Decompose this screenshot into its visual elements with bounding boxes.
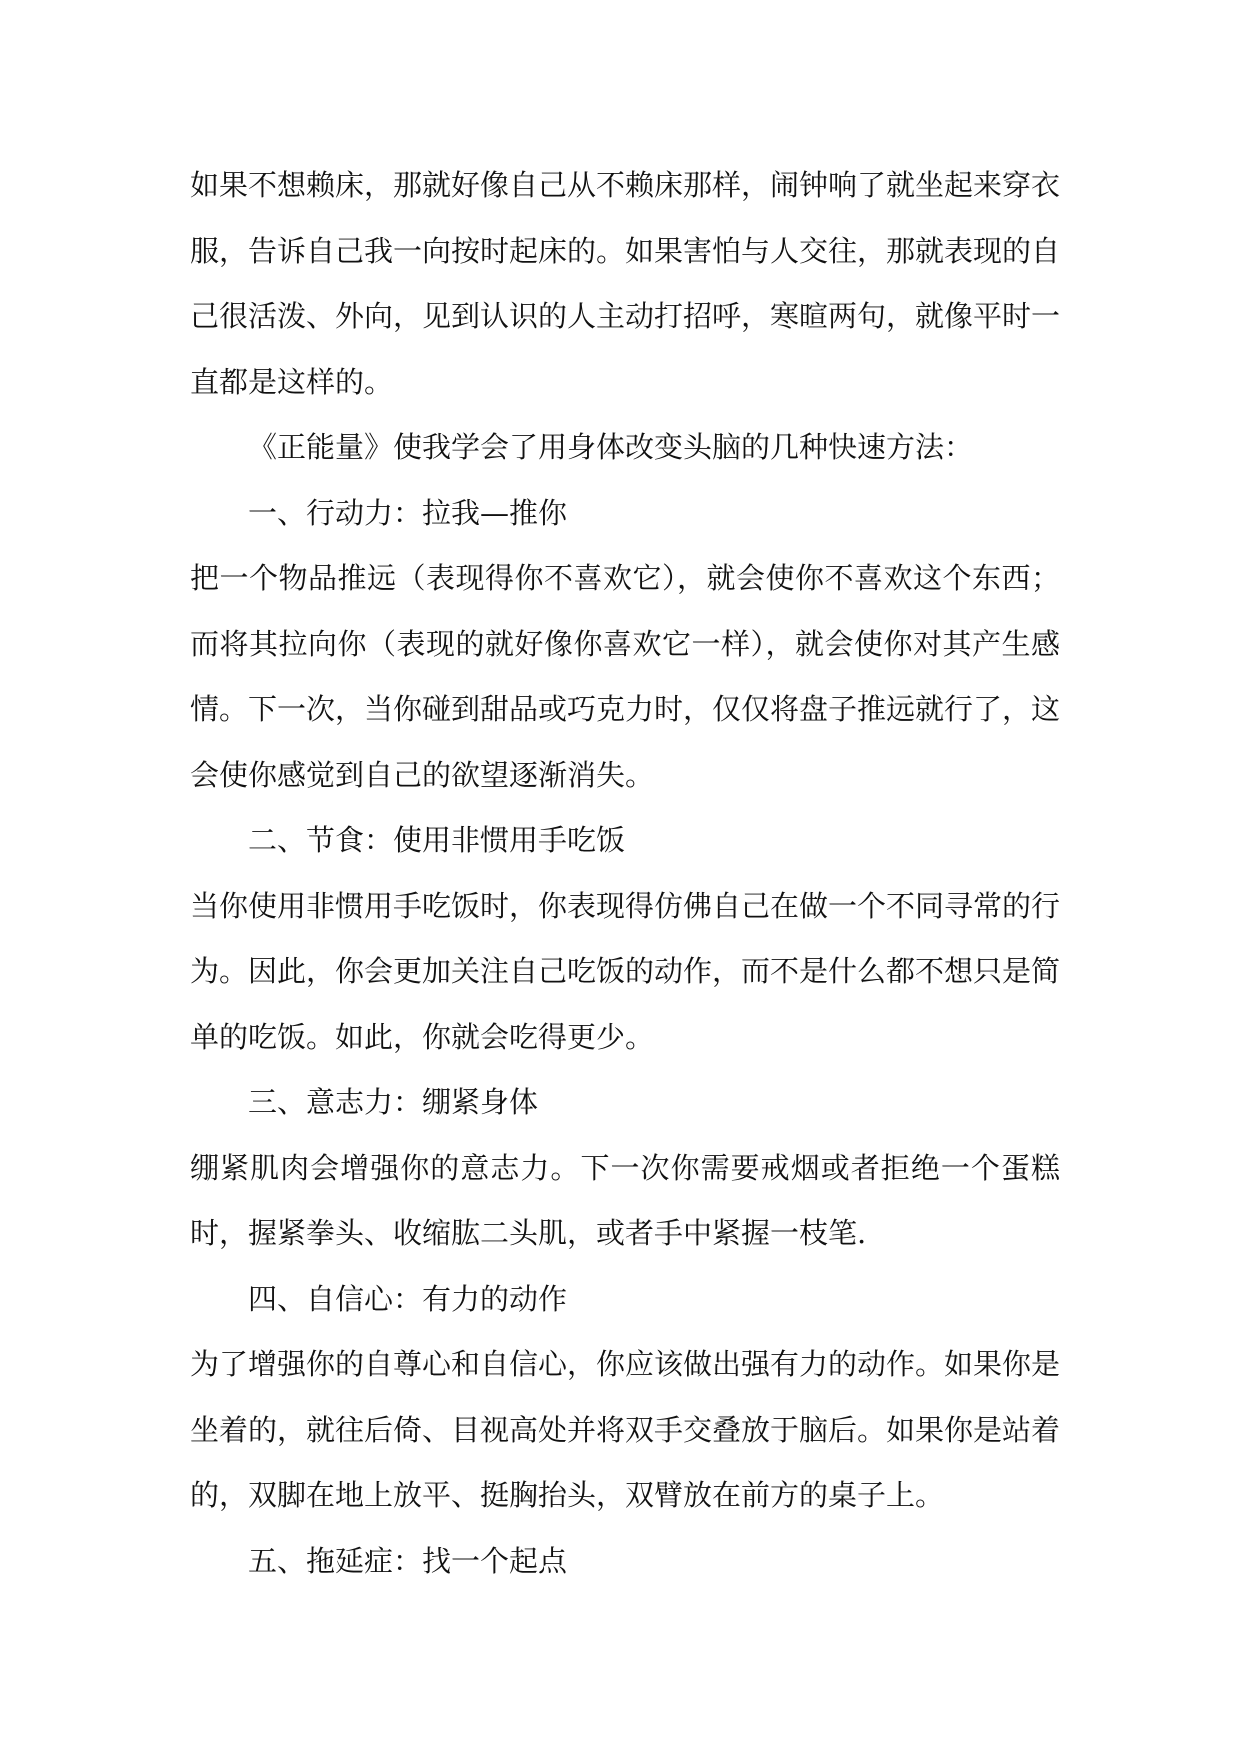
- heading-willpower: 三、意志力：绷紧身体: [248, 1085, 539, 1119]
- heading-action: 一、行动力：拉我—推你: [248, 495, 568, 530]
- heading-confidence: 四、自信心：有力的动作: [248, 1281, 568, 1316]
- paragraph-diet: 当你使用非惯用手吃饭时，你表现得仿佛自己在做一个不同寻常的行为。因此，你会更加关注自己吃饭的动作，而不是什么都不想只是简单的吃饭。如此，你就会吃得更少。: [190, 888, 1061, 1054]
- heading-diet: 二、节食：使用非惯用手吃饭: [248, 823, 626, 857]
- paragraph-methods-intro: 《正能量》使我学会了用身体改变头脑的几种快速方法：: [248, 430, 974, 464]
- paragraph-confidence: 为了增强你的自尊心和自信心，你应该做出强有力的动作。如果你是坐着的，就往后倚、目视高处并将双手交叠放于脑后。如果你是站着的，双脚在地上放平、挺胸抬头，双臂放在前方的桌子上。: [190, 1347, 1061, 1512]
- paragraph-action: 把一个物品推远（表现得你不喜欢它），就会使你不喜欢这个东西；而将其拉向你（表现的就好像你喜欢它一样），就会使你对其产生感情。下一次，当你碰到甜品或巧克力时，仅仅将盘子推远就行了，这会使你感觉到自己的欲望逐渐消失。: [190, 561, 1061, 792]
- heading-procrastination: 五、拖延症：找一个起点: [248, 1543, 568, 1578]
- paragraph-willpower: 绷紧肌肉会增强你的意志力。下一次你需要戒烟或者拒绝一个蛋糕时，握紧拳头、收缩肱二头肌，或者手中紧握一枝笔.: [190, 1150, 1060, 1250]
- document-body: [190, 153, 1060, 1594]
- paragraph-intro-habits: 如果不想赖床，那就好像自己从不赖床那样，闹钟响了就坐起来穿衣服，告诉自己我一向按时起床的。如果害怕与人交往，那就表现的自己很活泼、外向，见到认识的人主动打招呼，寒暄两句，就像平时一直都是这样的。: [190, 168, 1061, 399]
